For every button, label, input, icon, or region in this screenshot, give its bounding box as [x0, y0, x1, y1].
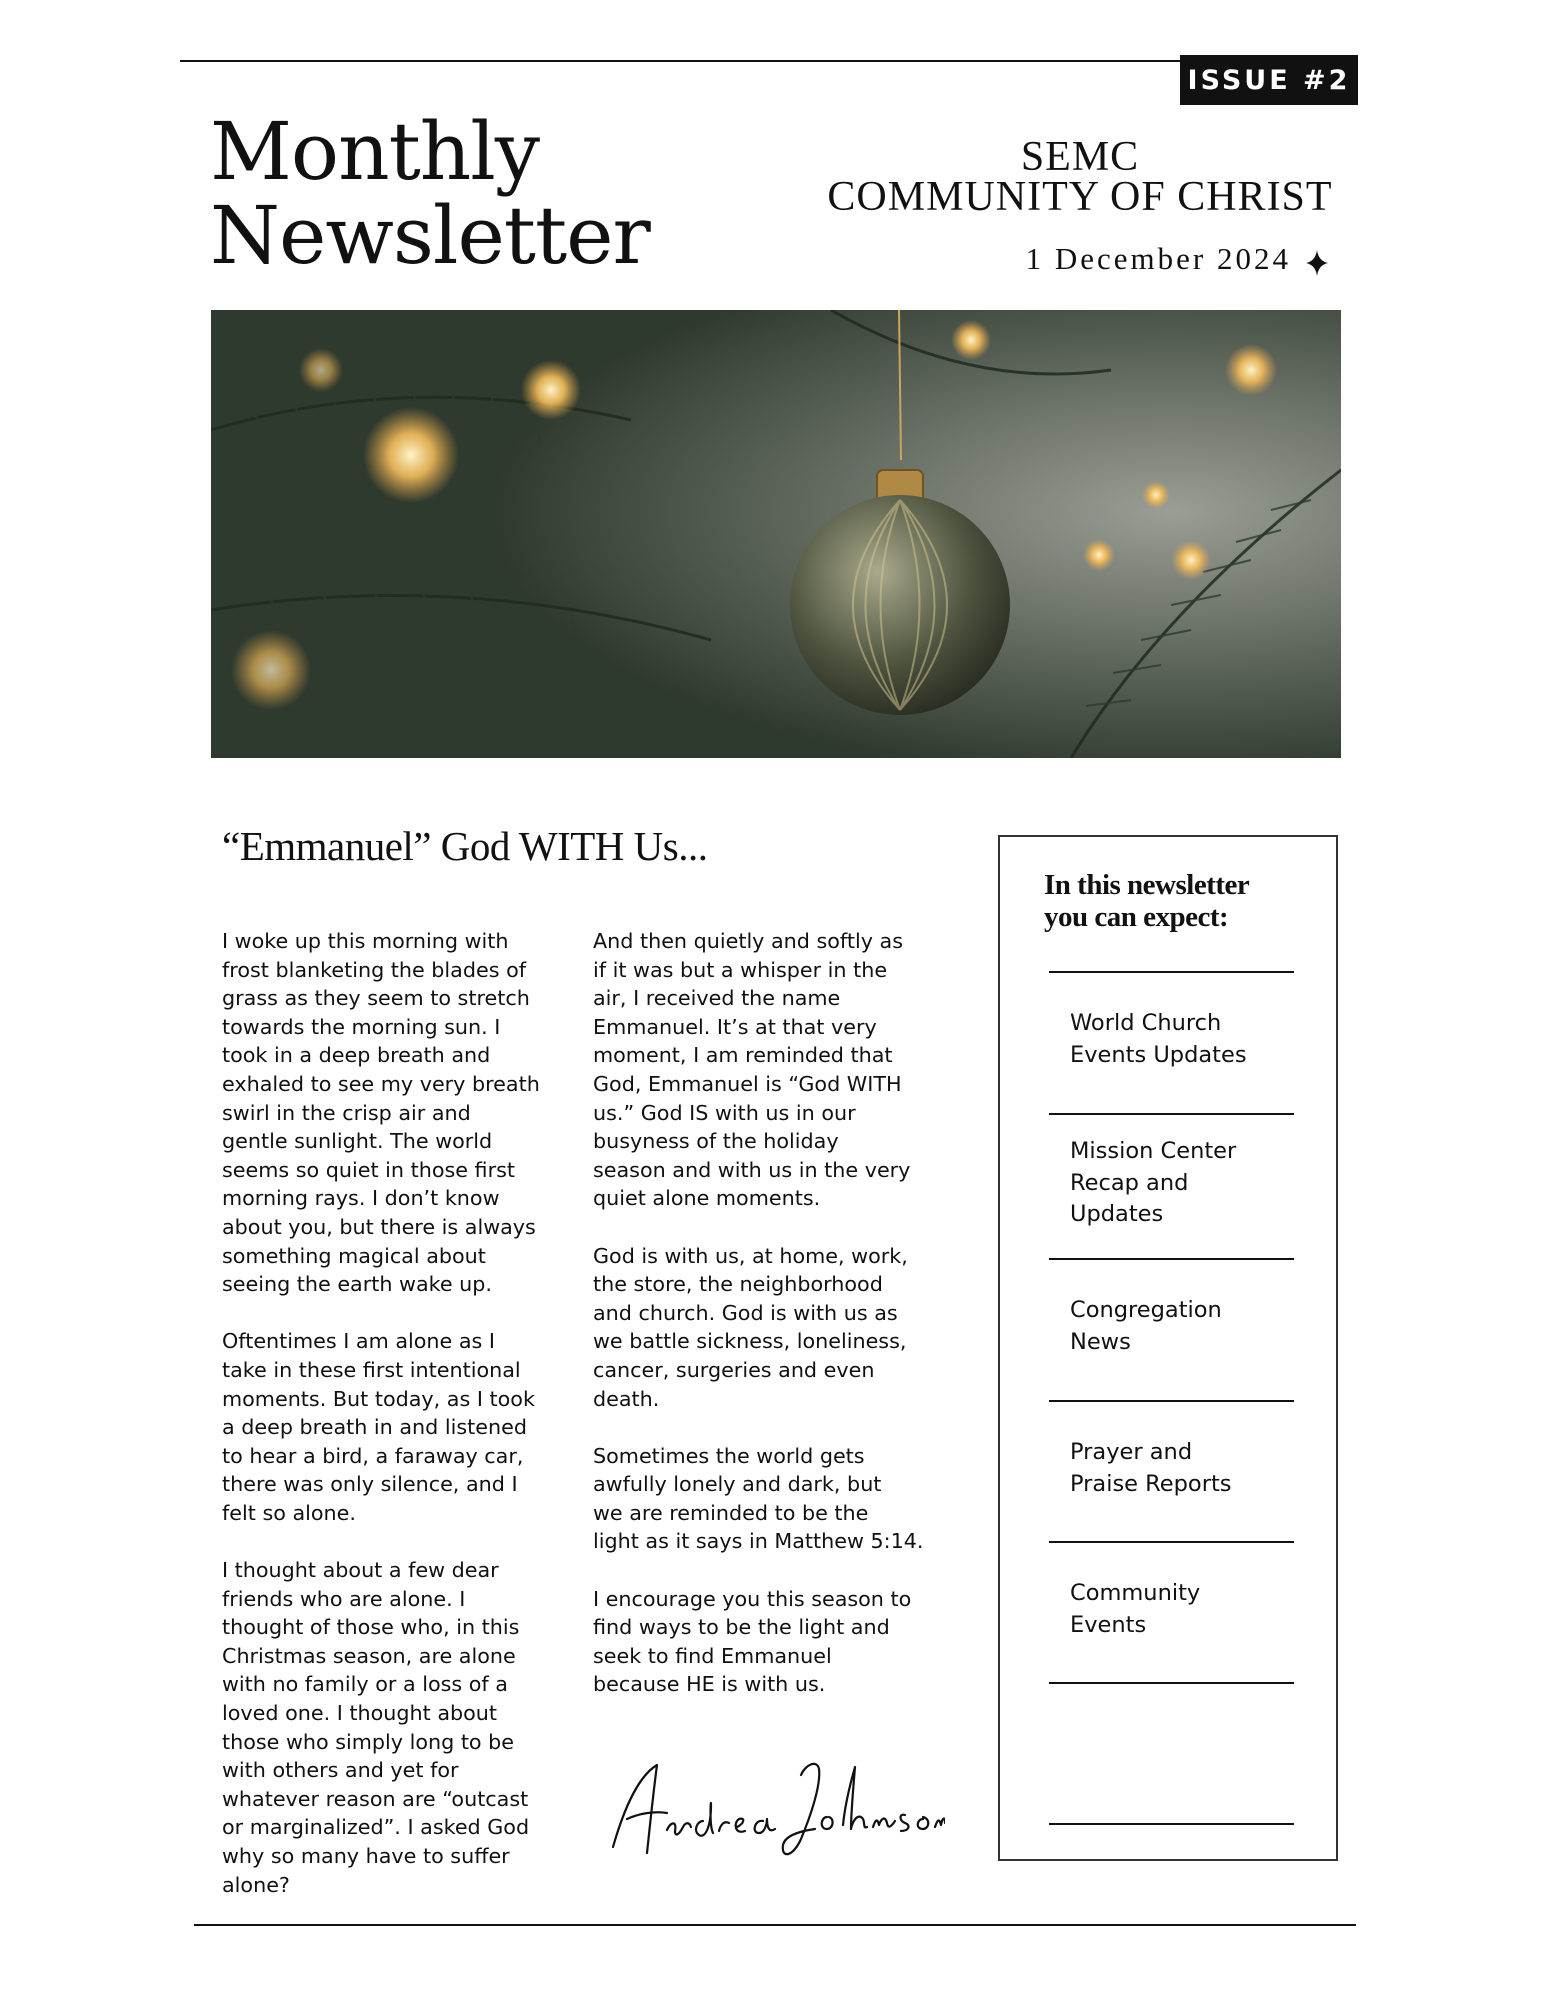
paragraph: Sometimes the world gets awfully lonely and dark, but we are reminded to be the light as it says in Matthew 5:14. — [593, 1443, 924, 1554]
sparkle-icon — [1306, 250, 1328, 276]
paragraph: And then quietly and softly as if it was but a whisper in the air, I received the name Emmanuel. It’s at that very moment, I am reminded that God, Emmanuel is “God WITH us.” God IS with us in our busyness of the holiday season and with us in the very quiet alone moments. — [593, 929, 911, 1211]
contents-divider — [1049, 1400, 1294, 1402]
paragraph: I encourage you this season to find ways to be the light and seek to find Emmanuel because HE is with us. — [593, 1586, 912, 1697]
signature-andrea-johnson — [605, 1735, 945, 1865]
contents-item-mission-center: Mission Center Recap and Updates — [1070, 1138, 1237, 1227]
contents-item-world-church: World Church Events Updates — [1070, 1010, 1247, 1068]
newsletter-title — [210, 105, 650, 282]
contents-item-congregation-news: Congregation News — [1070, 1297, 1222, 1355]
hero-photo-christmas-ornament — [211, 310, 1341, 758]
organization-name — [800, 134, 1360, 220]
contents-divider — [1049, 1258, 1294, 1260]
contents-heading: In this newsletter you can expect: — [1044, 869, 1250, 933]
issue-badge: ISSUE #2 — [1180, 55, 1358, 105]
newsletter-contents-box — [998, 835, 1338, 1861]
issue-date: 1 December 2024 — [1025, 241, 1291, 276]
title-line-1: Monthly — [210, 105, 540, 198]
contents-divider — [1049, 971, 1294, 973]
contents-divider — [1049, 1113, 1294, 1115]
paragraph: God is with us, at home, work, the store, the neighborhood and church. God is with us as we battle sickness, loneliness, cancer, surgeries and even death. — [593, 1243, 908, 1411]
title-line-2: Newsletter — [210, 189, 650, 282]
paragraph: I woke up this morning with frost blanketing the blades of grass as they seem to stretch towards the morning sun. I took in a deep breath and exhaled to see my very breath swirl in the crisp air and gentle sunlight. The world seems so quiet in those first morning rays. I don’t know about you, but there is always something magical about seeing the earth wake up. — [222, 929, 540, 1297]
contents-divider — [1049, 1541, 1294, 1543]
paragraph: Oftentimes I am alone as I take in these first intentional moments. But today, as I took a deep breath in and listened to hear a bird, a faraway car, there was only silence, and I felt so alone. — [222, 1329, 535, 1525]
contents-item-community-events: Community Events — [1070, 1580, 1201, 1638]
contents-divider — [1049, 1682, 1294, 1684]
contents-item-prayer-praise: Prayer and Praise Reports — [1070, 1439, 1232, 1497]
org-line-2: COMMUNITY OF CHRIST — [827, 174, 1333, 220]
contents-divider — [1049, 1823, 1294, 1825]
article-column-left — [222, 927, 577, 1928]
christmas-ornament-image — [211, 310, 1341, 758]
article-title: “Emmanuel” God WITH Us... — [222, 823, 708, 869]
paragraph: I thought about a few dear friends who are alone. I thought of those who, in this Christmas season, are alone with no family or a loss of a loved one. I thought about those who simply long to be with others and yet for whatever reason are “outcast or marginalized”. I asked God why so many have to suffer alone? — [222, 1558, 530, 1897]
bottom-rule — [194, 1924, 1356, 1926]
top-rule — [180, 60, 1180, 62]
article-column-right — [593, 927, 948, 1728]
org-line-1: SEMC — [1020, 134, 1140, 180]
